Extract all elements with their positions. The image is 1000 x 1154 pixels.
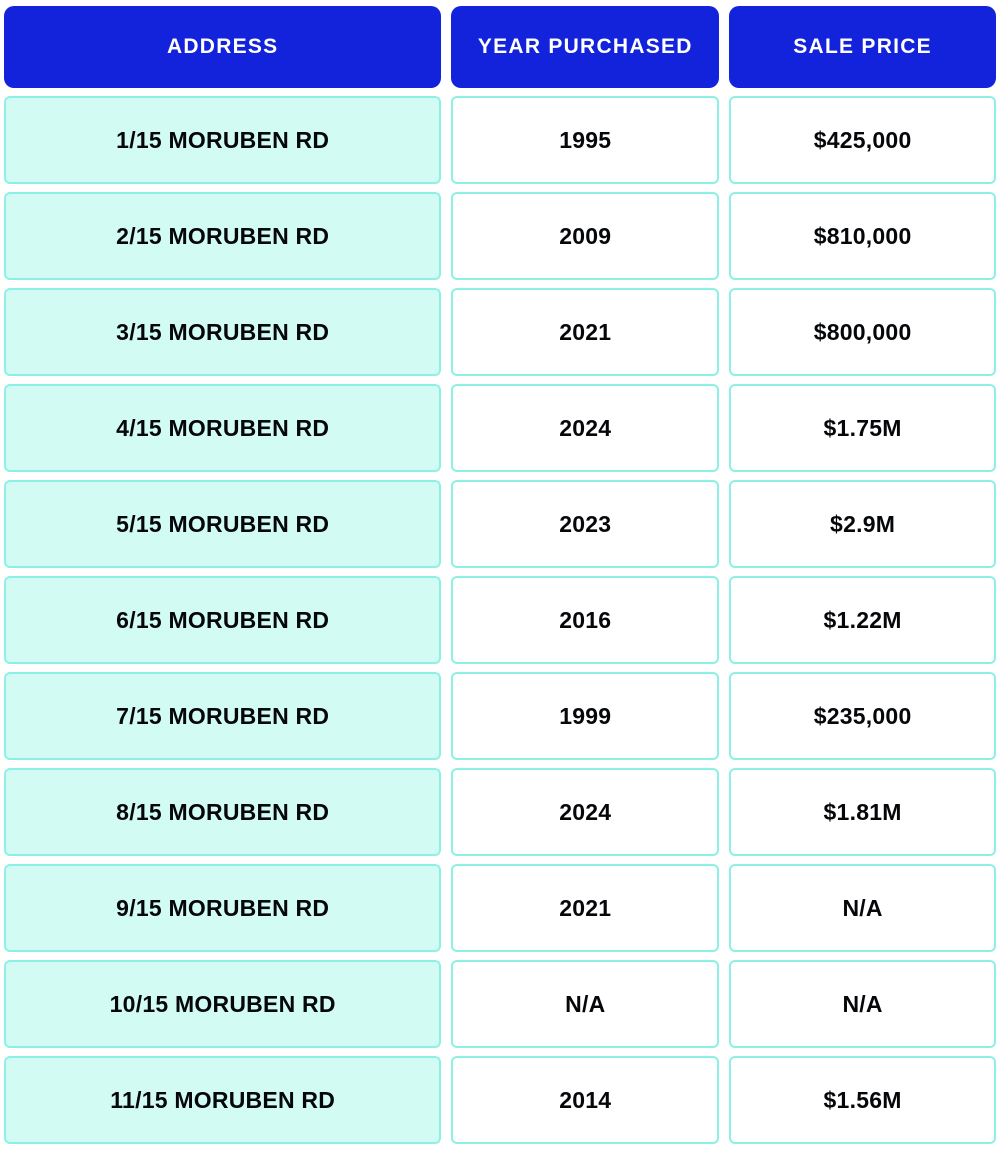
cell-year: 2014 [451,1056,719,1144]
cell-price: N/A [729,960,996,1048]
table-row [4,96,996,184]
cell-year: 2024 [451,384,719,472]
table-row [4,864,996,952]
cell-address: 9/15 MORUBEN RD [4,864,441,952]
table-row [4,960,996,1048]
cell-address: 10/15 MORUBEN RD [4,960,441,1048]
cell-address: 7/15 MORUBEN RD [4,672,441,760]
column-header-address: ADDRESS [4,6,441,88]
cell-year: 2021 [451,864,719,952]
cell-address: 5/15 MORUBEN RD [4,480,441,568]
cell-year: 2021 [451,288,719,376]
cell-address: 4/15 MORUBEN RD [4,384,441,472]
table-row [4,672,996,760]
cell-price: N/A [729,864,996,952]
cell-year: N/A [451,960,719,1048]
cell-address: 2/15 MORUBEN RD [4,192,441,280]
cell-address: 11/15 MORUBEN RD [4,1056,441,1144]
cell-address: 1/15 MORUBEN RD [4,96,441,184]
cell-address: 6/15 MORUBEN RD [4,576,441,664]
table-row [4,192,996,280]
cell-year: 2023 [451,480,719,568]
cell-year: 1999 [451,672,719,760]
cell-year: 2009 [451,192,719,280]
cell-address: 3/15 MORUBEN RD [4,288,441,376]
cell-price: $235,000 [729,672,996,760]
cell-price: $1.56M [729,1056,996,1144]
table-row [4,576,996,664]
table-row [4,1056,996,1144]
table-row [4,288,996,376]
table-row [4,480,996,568]
cell-price: $2.9M [729,480,996,568]
cell-address: 8/15 MORUBEN RD [4,768,441,856]
column-header-year-purchased: YEAR PURCHASED [451,6,719,88]
table-row [4,384,996,472]
table-row [4,768,996,856]
column-header-sale-price: SALE PRICE [729,6,996,88]
cell-price: $1.75M [729,384,996,472]
cell-year: 1995 [451,96,719,184]
cell-year: 2024 [451,768,719,856]
cell-price: $1.22M [729,576,996,664]
cell-price: $1.81M [729,768,996,856]
cell-price: $810,000 [729,192,996,280]
table-header-row [4,6,996,88]
cell-year: 2016 [451,576,719,664]
cell-price: $425,000 [729,96,996,184]
cell-price: $800,000 [729,288,996,376]
